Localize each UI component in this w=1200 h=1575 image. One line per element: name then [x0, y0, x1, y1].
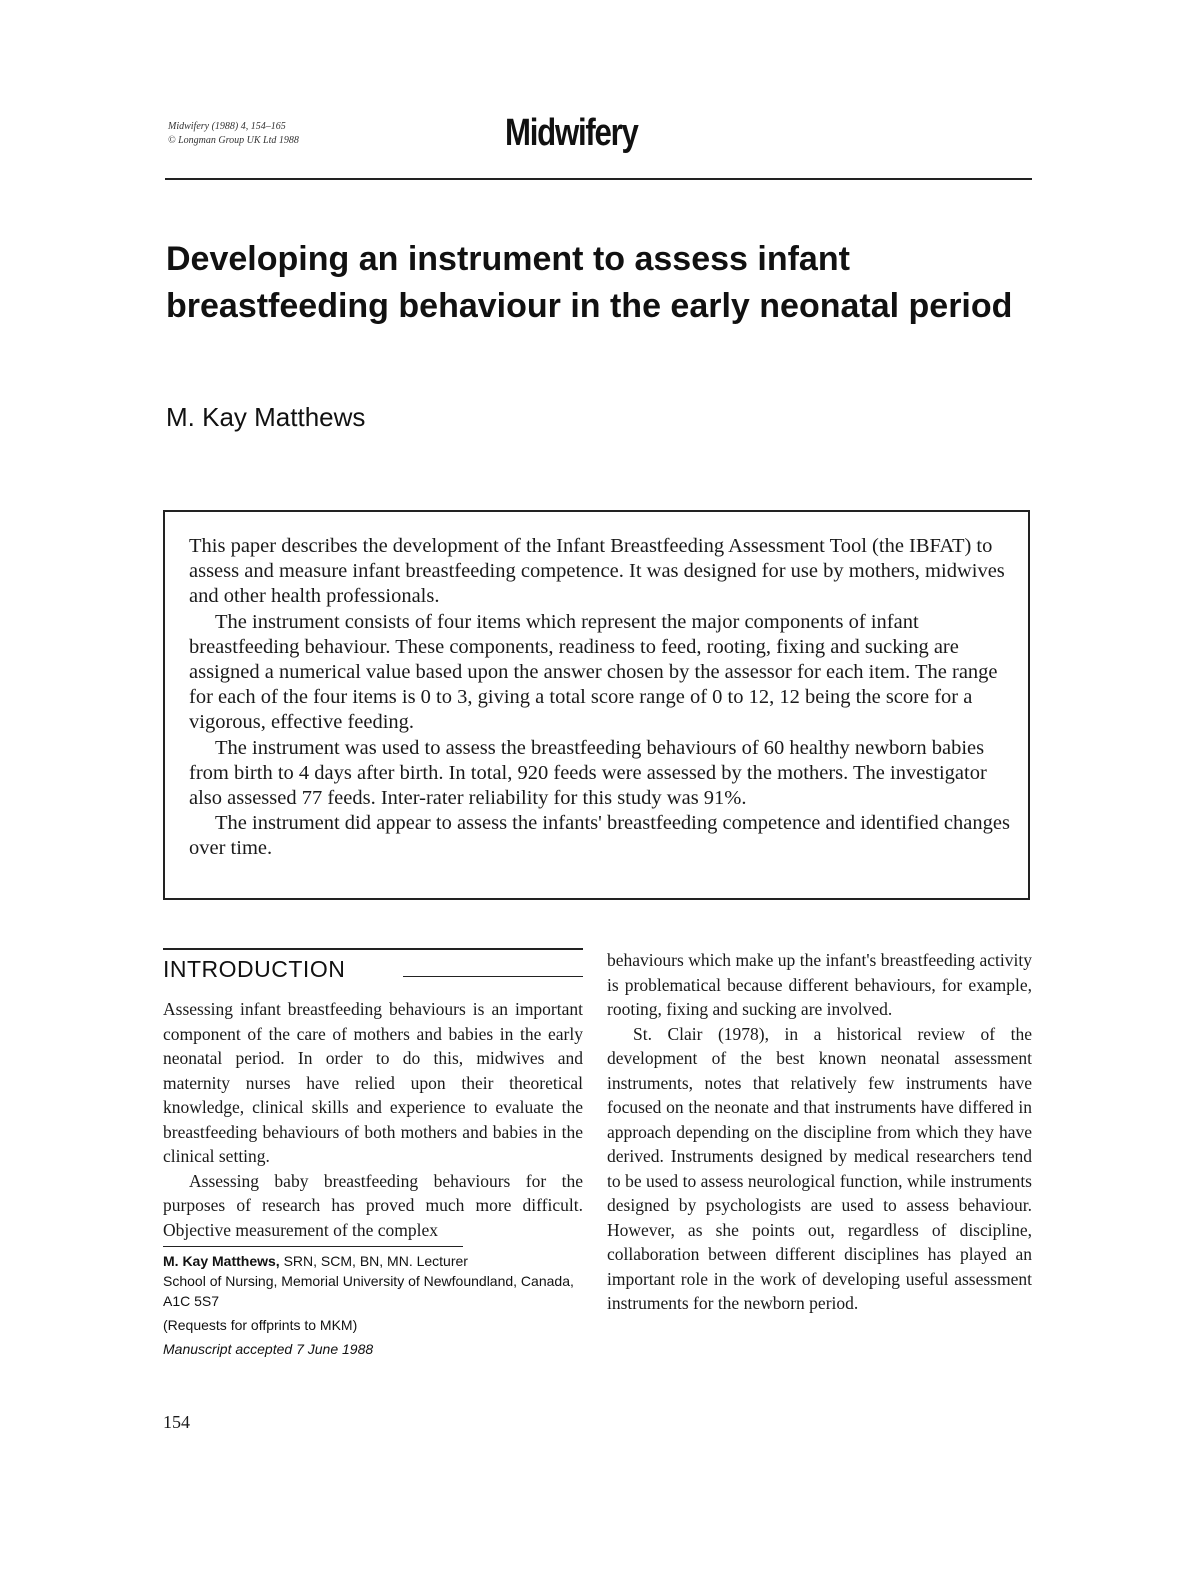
article-title: Developing an instrument to assess infant breastfeeding behaviour in the early neonatal period: [166, 240, 1013, 325]
section-heading-underline: [403, 976, 583, 977]
header-rule: [165, 178, 1032, 180]
page-number: 154: [163, 1412, 190, 1432]
abstract-paragraph: The instrument did appear to assess the infants' breastfeeding competence and identified changes over time.: [189, 812, 1010, 860]
accepted-note: Manuscript accepted 7 June 1988: [163, 1341, 374, 1357]
author-footnote: [163, 1251, 583, 1311]
body-paragraph: Assessing baby breastfeeding behaviours for the purposes of research has proved much more difficult. Objective measurement of the complex: [163, 1170, 583, 1240]
abstract-box: [163, 510, 1030, 900]
section-heading: [163, 956, 583, 983]
body-paragraph: behaviours which make up the infant's breastfeeding activity is problematical because different behaviours, for example, rooting, fixing and sucking are involved.: [607, 950, 1032, 1019]
right-column: [607, 948, 1032, 1316]
article-author: M. Kay Matthews: [166, 402, 366, 432]
body-paragraph: St. Clair (1978), in a historical review of the development of the best known neonatal assessment instruments, notes that relatively few instruments have focused on the neonate and that instruments have differed in approach depending on the discipline from which they have derived. Instruments designed by medical researchers tend to be used to assess neurological function, while instruments designed by psychologists are used to assess behaviour. However, as she points out, regardless of discipline, collaboration between different disciplines has played an important role in the work of developing useful assessment instruments for the newborn period.: [607, 1023, 1032, 1313]
abstract-paragraph: This paper describes the development of the Infant Breastfeeding Assessment Tool (the IBFAT) to assess and measure infant breastfeeding competence. It was designed for use by mothers, midwives and other health professionals.: [189, 535, 1005, 608]
citation: [168, 120, 468, 148]
footnote-rule: [163, 1246, 463, 1247]
citation-line-2: © Longman Group UK Ltd 1988: [168, 135, 299, 146]
citation-line-1: Midwifery (1988) 4, 154–165: [168, 121, 286, 132]
left-column: [163, 948, 583, 1359]
section-heading-text: INTRODUCTION: [163, 956, 346, 982]
abstract-paragraph: The instrument consists of four items which represent the major components of infant breastfeeding behaviour. These components, readiness to feed, rooting, fixing and sucking are assigned a numerical value based upon the answer chosen by the assessor for each item. The range for each of the four items is 0 to 3, giving a total score range of 0 to 12, 12 being the score for a vigorous, effective feeding.: [189, 610, 998, 734]
offprints-note: (Requests for offprints to MKM): [163, 1317, 358, 1333]
footnote-affiliation: School of Nursing, Memorial University of Newfoundland, Canada, A1C 5S7: [163, 1273, 574, 1309]
footnote-author-credentials: SRN, SCM, BN, MN. Lecturer: [279, 1253, 468, 1269]
body-paragraph: Assessing infant breastfeeding behaviours is an important component of the care of mothers and babies in the early neonatal period. In order to do this, midwives and maternity nurses have relied upon their theoretical knowledge, clinical skills and experience to evaluate the breastfeeding behaviours of both mothers and babies in the clinical setting.: [163, 999, 583, 1166]
journal-name: Midwifery: [505, 112, 638, 154]
section-rule: [163, 948, 583, 950]
footnote-author-name: M. Kay Matthews,: [163, 1253, 280, 1269]
abstract-text: [189, 534, 1011, 862]
abstract-paragraph: The instrument was used to assess the breastfeeding behaviours of 60 healthy newborn babies from birth to 4 days after birth. In total, 920 feeds were assessed by the mothers. The investigator also assessed 77 feeds. Inter-rater reliability for this study was 91%.: [189, 736, 987, 810]
